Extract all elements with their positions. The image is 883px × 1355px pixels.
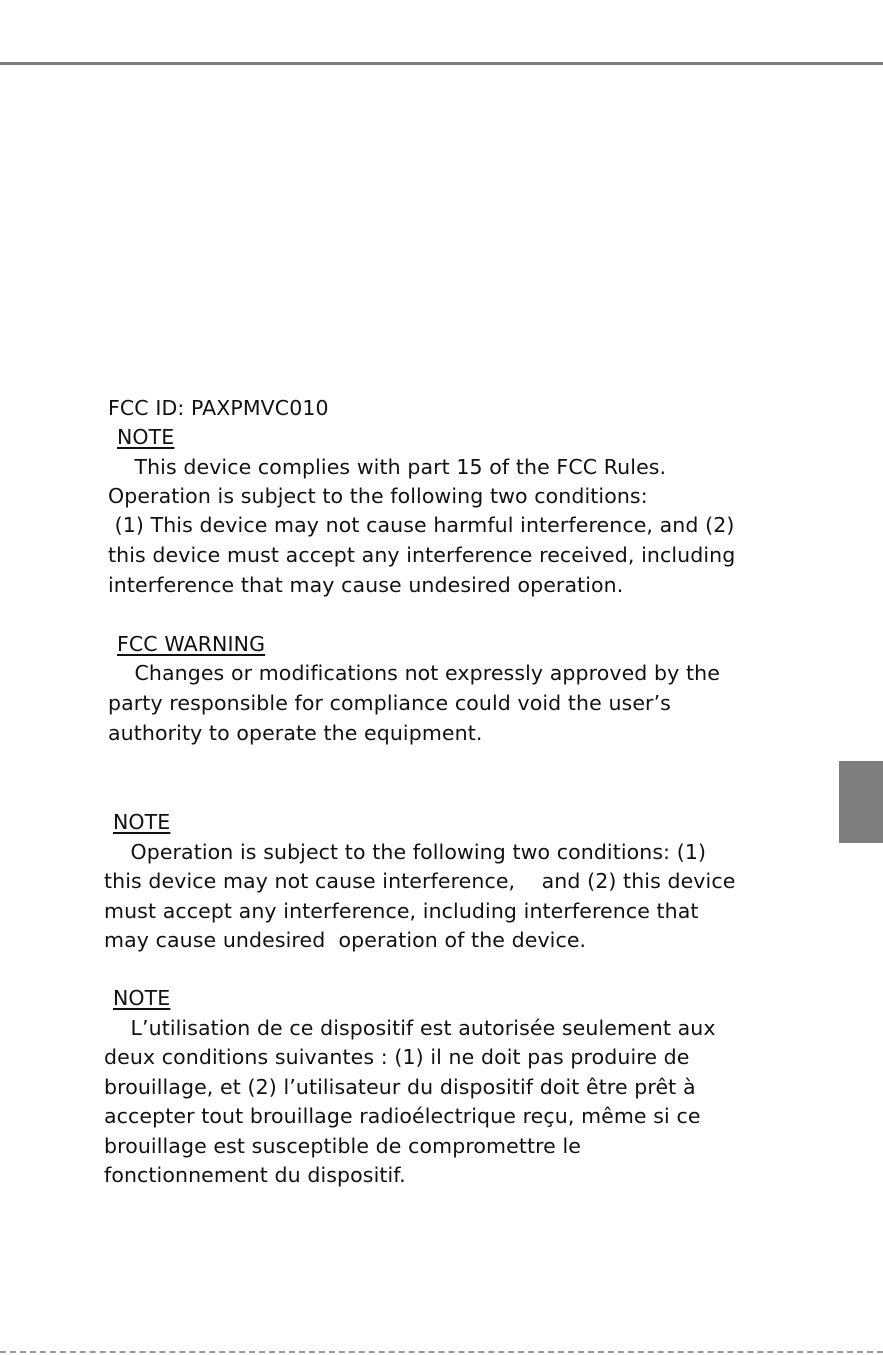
note3-line: fonctionnement du dispositif. [104, 1163, 406, 1187]
warning-line: Changes or modifications not expressly approved by the [108, 661, 720, 685]
note3-line: deux conditions suivantes : (1) il ne doit pas produire de [104, 1045, 690, 1069]
note2-heading: NOTE [113, 810, 171, 834]
note3-line: L’utilisation de ce dispositif est autorisée seulement aux [104, 1016, 716, 1040]
warning-line: authority to operate the equipment. [108, 721, 483, 745]
note1-line: This device complies with part 15 of the FCC Rules. [108, 455, 667, 479]
note3-heading: NOTE [113, 986, 171, 1010]
note3-line: brouillage est susceptible de compromettre le [104, 1134, 582, 1158]
top-rule [0, 62, 883, 65]
note1-heading: NOTE [117, 425, 175, 449]
note1-line: (1) This device may not cause harmful interference, and (2) [108, 513, 735, 537]
section-tab [839, 761, 883, 843]
bottom-rule [0, 1351, 883, 1353]
note2-line: Operation is subject to the following two conditions: (1) [104, 840, 707, 864]
note2-line: this device may not cause interference, and (2) this device [104, 869, 736, 893]
note2-line: must accept any interference, including interference that [104, 899, 699, 923]
note3-line: brouillage, et (2) l’utilisateur du dispositif doit être prêt à [104, 1075, 696, 1099]
fcc-id: FCC ID: PAXPMVC010 [108, 396, 329, 420]
note1-line: Operation is subject to the following two conditions: [108, 484, 648, 508]
note3-line: accepter tout brouillage radioélectrique reçu, même si ce [104, 1104, 701, 1128]
note2-line: may cause undesired operation of the device. [104, 928, 587, 952]
note1-line: this device must accept any interference received, including [108, 543, 736, 567]
note1-line: interference that may cause undesired operation. [108, 573, 624, 597]
fcc-warning-heading: FCC WARNING [117, 632, 266, 656]
warning-line: party responsible for compliance could void the user’s [108, 691, 671, 715]
